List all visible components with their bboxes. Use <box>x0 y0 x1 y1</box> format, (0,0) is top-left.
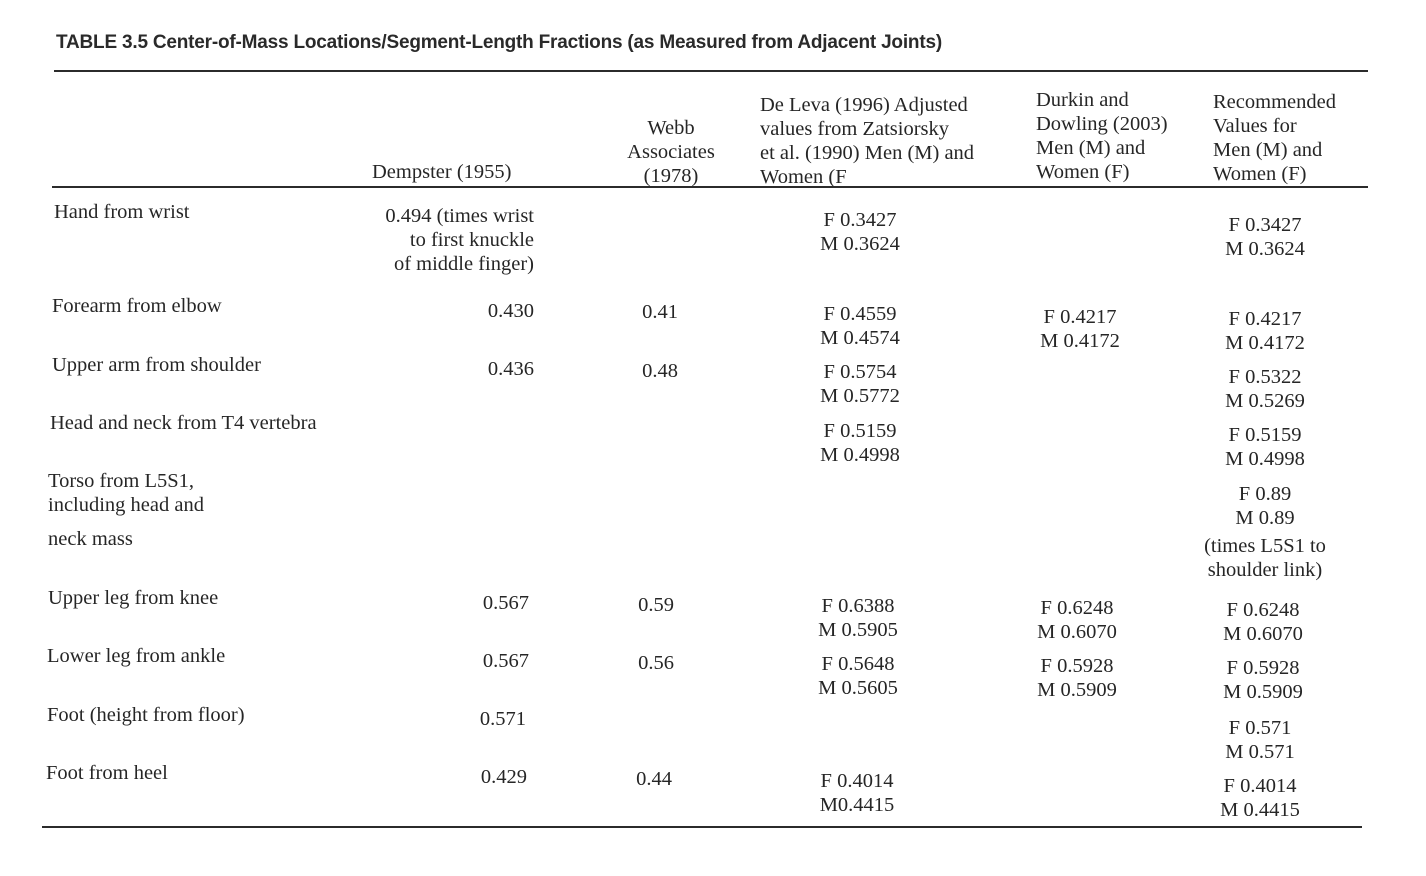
durkin-lower-leg <box>1017 654 1137 702</box>
dempster-hand-line: 0.494 (times wrist <box>385 205 534 227</box>
recommended-value: F 0.5159 <box>1228 424 1302 446</box>
deleva-upper-leg <box>798 594 918 642</box>
durkin-forearm <box>1020 305 1140 353</box>
recommended-value: F 0.571 <box>1228 717 1292 739</box>
deleva-value: M 0.4998 <box>820 444 900 466</box>
header-deleva-line: Women (F <box>760 166 847 188</box>
deleva-value: M 0.5905 <box>818 619 898 641</box>
recommended-value: M 0.89 <box>1235 507 1295 529</box>
header-durkin-line: Dowling (2003) <box>1036 113 1168 135</box>
deleva-value: M0.4415 <box>819 794 895 816</box>
row-label-head-neck: Head and neck from T4 vertebra <box>50 412 317 434</box>
row-label-forearm: Forearm from elbow <box>52 295 222 317</box>
header-deleva-line: values from Zatsiorsky <box>760 118 950 140</box>
row-label-torso-line: neck mass <box>48 528 133 550</box>
deleva-value: F 0.3427 <box>823 209 897 231</box>
durkin-value: M 0.4172 <box>1040 330 1120 352</box>
deleva-upper-arm <box>800 360 920 408</box>
recommended-value: F 0.4014 <box>1223 775 1297 797</box>
row-label-foot-heel: Foot from heel <box>46 762 168 784</box>
header-webb-line: Webb <box>647 117 695 139</box>
recommended-value: F 0.5928 <box>1226 657 1300 679</box>
deleva-value: M 0.5605 <box>818 677 898 699</box>
header-deleva <box>760 93 974 189</box>
recommended-torso <box>1165 482 1365 582</box>
header-dempster: Dempster (1955) <box>372 161 512 183</box>
deleva-foot-heel <box>797 769 917 817</box>
dempster-lower-leg: 0.567 <box>482 650 529 672</box>
deleva-value: M 0.3624 <box>820 233 900 255</box>
header-deleva-line: De Leva (1996) Adjusted <box>760 94 968 116</box>
dempster-hand-line: of middle finger) <box>393 253 534 275</box>
deleva-value: F 0.5754 <box>823 361 897 383</box>
dempster-hand <box>385 204 534 276</box>
dempster-upper-arm: 0.436 <box>487 358 534 380</box>
deleva-forearm <box>800 302 920 350</box>
recommended-foot-heel <box>1200 774 1320 822</box>
webb-foot-heel: 0.44 <box>636 768 672 790</box>
deleva-value: M 0.4574 <box>820 327 900 349</box>
recommended-upper-arm <box>1205 365 1325 413</box>
recommended-foot-height <box>1200 716 1320 764</box>
webb-forearm: 0.41 <box>642 301 678 323</box>
header-webb-line: (1978) <box>643 165 699 187</box>
deleva-value: F 0.5648 <box>821 653 895 675</box>
recommended-value: M 0.3624 <box>1225 238 1305 260</box>
recommended-value: F 0.3427 <box>1228 214 1302 236</box>
deleva-value: F 0.4559 <box>823 303 897 325</box>
recommended-forearm <box>1205 307 1325 355</box>
recommended-value: F 0.4217 <box>1228 308 1302 330</box>
row-label-foot-height: Foot (height from floor) <box>47 704 245 726</box>
deleva-head-neck <box>800 419 920 467</box>
row-label-torso-line: including head and <box>48 494 204 516</box>
header-deleva-line: et al. (1990) Men (M) and <box>760 142 975 164</box>
row-label-lower-leg: Lower leg from ankle <box>47 645 226 667</box>
header-recommended-line: Recommended <box>1213 91 1336 113</box>
row-label-hand: Hand from wrist <box>54 201 190 223</box>
row-label-torso-line: Torso from L5S1, <box>48 470 195 492</box>
recommended-value: M 0.5909 <box>1223 681 1303 703</box>
table-title: TABLE 3.5 Center-of-Mass Locations/Segment-Length Fractions (as Measured from Adjacent Joints) <box>56 32 942 53</box>
durkin-value: M 0.6070 <box>1037 621 1117 643</box>
header-webb <box>614 116 728 188</box>
recommended-value: F 0.6248 <box>1226 599 1300 621</box>
header-recommended-line: Values for <box>1213 115 1297 137</box>
recommended-hand <box>1205 213 1325 261</box>
header-recommended <box>1213 90 1336 186</box>
dempster-foot-heel: 0.429 <box>480 766 527 788</box>
deleva-value: F 0.4014 <box>820 770 894 792</box>
header-durkin <box>1036 88 1168 184</box>
recommended-note: shoulder link) <box>1207 559 1323 581</box>
recommended-value: F 0.89 <box>1238 483 1292 505</box>
row-label-upper-leg: Upper leg from knee <box>48 587 219 609</box>
dempster-hand-line: to first knuckle <box>409 229 534 251</box>
recommended-value: M 0.5269 <box>1225 390 1305 412</box>
deleva-value: M 0.5772 <box>820 385 900 407</box>
webb-upper-arm: 0.48 <box>642 360 678 382</box>
dempster-forearm: 0.430 <box>487 300 534 322</box>
recommended-value: M 0.6070 <box>1223 623 1303 645</box>
recommended-head-neck <box>1205 423 1325 471</box>
webb-lower-leg: 0.56 <box>638 652 674 674</box>
header-webb-line: Associates <box>627 141 715 163</box>
row-label-torso <box>48 469 204 551</box>
dempster-upper-leg: 0.567 <box>482 592 529 614</box>
dempster-foot-height: 0.571 <box>479 708 526 730</box>
header-recommended-line: Women (F) <box>1213 163 1307 185</box>
durkin-value: M 0.5909 <box>1037 679 1117 701</box>
deleva-hand <box>800 208 920 256</box>
recommended-value: F 0.5322 <box>1228 366 1302 388</box>
recommended-lower-leg <box>1203 656 1323 704</box>
recommended-value: M 0.4172 <box>1225 332 1305 354</box>
deleva-value: F 0.5159 <box>823 420 897 442</box>
durkin-value: F 0.4217 <box>1043 306 1117 328</box>
header-durkin-line: Women (F) <box>1036 161 1130 183</box>
recommended-upper-leg <box>1203 598 1323 646</box>
row-label-upper-arm: Upper arm from shoulder <box>52 354 261 376</box>
durkin-upper-leg <box>1017 596 1137 644</box>
header-durkin-line: Men (M) and <box>1036 137 1146 159</box>
bottom-rule <box>42 826 1362 828</box>
recommended-value: M 0.4415 <box>1220 799 1300 821</box>
durkin-value: F 0.6248 <box>1040 597 1114 619</box>
header-durkin-line: Durkin and <box>1036 89 1129 111</box>
webb-upper-leg: 0.59 <box>638 594 674 616</box>
recommended-note: (times L5S1 to <box>1204 535 1326 557</box>
header-recommended-line: Men (M) and <box>1213 139 1323 161</box>
deleva-value: F 0.6388 <box>821 595 895 617</box>
deleva-lower-leg <box>798 652 918 700</box>
top-rule <box>54 70 1368 72</box>
durkin-value: F 0.5928 <box>1040 655 1114 677</box>
recommended-value: M 0.571 <box>1225 741 1295 763</box>
recommended-value: M 0.4998 <box>1225 448 1305 470</box>
